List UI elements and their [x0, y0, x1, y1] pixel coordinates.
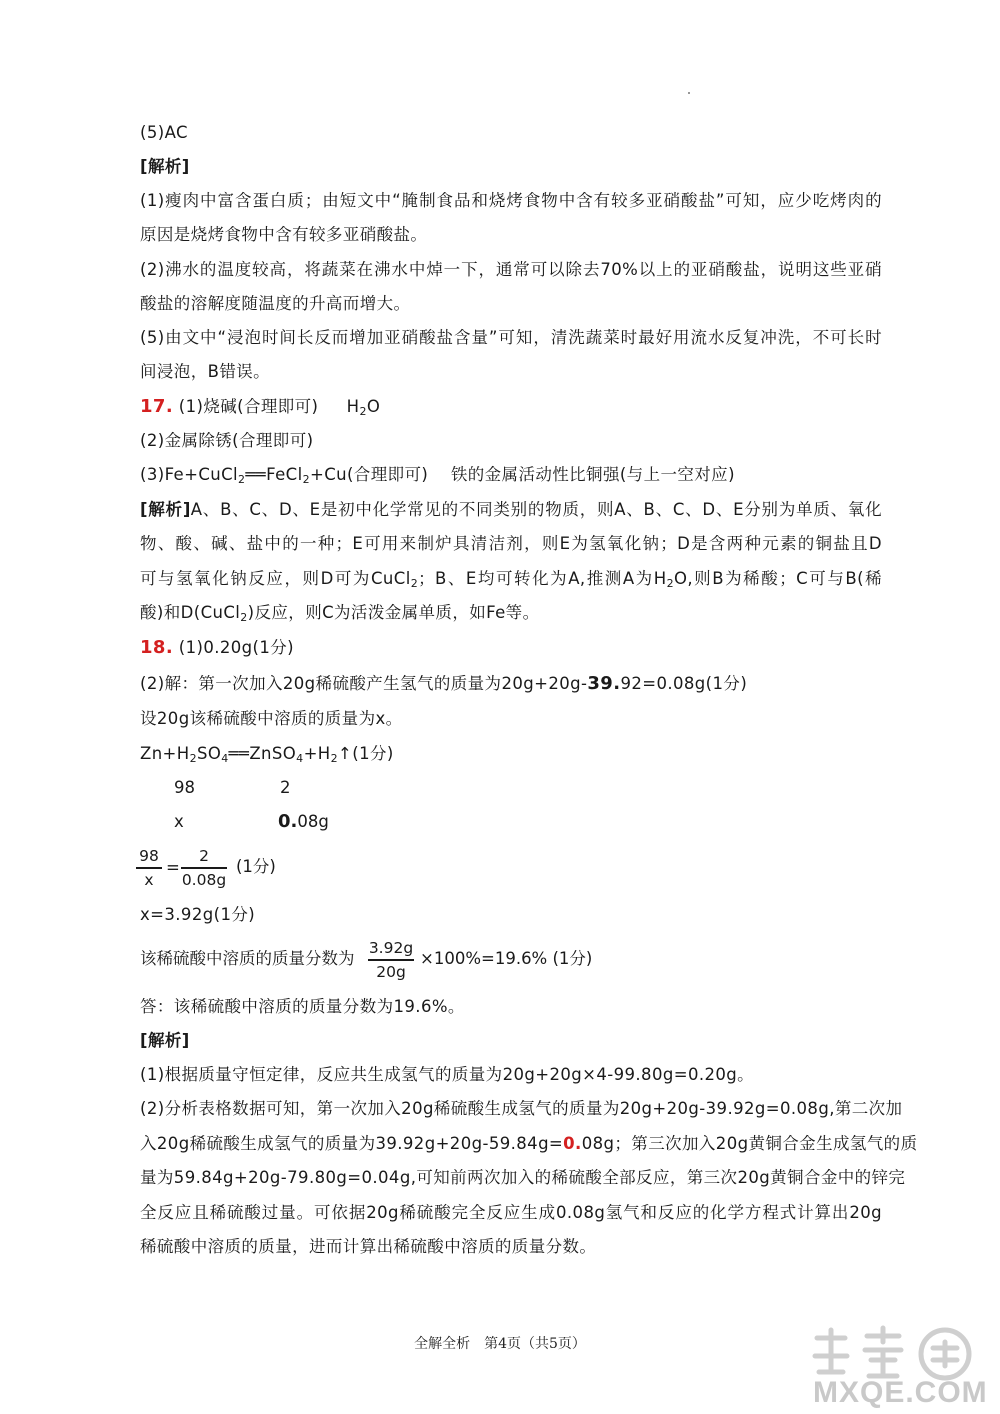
q16-analysis-1b: 原因是烧烤食物中含有较多亚硝酸盐。 [140, 225, 428, 244]
percent-fraction: 3.92g 20g [368, 939, 414, 981]
q18-analysis-4: 量为59.84g+20g-79.80g=0.04g,可知前两次加入的稀硫酸全部反应，第三次20g黄铜合金中的锌完 [140, 1168, 906, 1187]
q18-equation: $Zn+H_2SO_4══ZnSO_4+H_2↑(1$分) [140, 744, 394, 765]
q18-analysis-5: 全反应且稀硫酸过量。可依据20g稀硫酸完全反应生成0.08g氢气和反应的化学方程式计算出20g [140, 1203, 882, 1222]
hydrogen-mass: 0.08g [278, 811, 329, 832]
q18-analysis-6: 稀硫酸中溶质的质量，进而计算出稀硫酸中溶质的质量分数。 [140, 1237, 597, 1256]
molar-mass-h2so4: 98 [174, 778, 195, 797]
q17-answer-1: 17. (1)烧碱(合理即可) $H_2O$ [140, 396, 381, 418]
q16-analysis-3a: (5)由文中“浸泡时间长反而增加亚硝酸盐含量”可知，清洗蔬菜时最好用流水反复冲洗，不可长时 [140, 328, 882, 347]
q18-answer-2: (2)解：第一次加入20g稀硫酸产生氢气的质量为20g+20g-39.92=0.08g(1分) [140, 673, 748, 694]
fraction-left: 98 x [136, 846, 162, 890]
q16-analysis-2a: (2)沸水的温度较高，将蔬菜在沸水中焯一下，通常可以除去70%以上的亚硝酸盐，说明这些亚硝 [140, 260, 882, 279]
q18-analysis-1: (1)根据质量守恒定律，反应共生成氢气的质量为20g+20g×4-99.80g=0.20g。 [140, 1065, 755, 1084]
q18-final-answer: 答：该稀硫酸中溶质的质量分数为19.6%。 [140, 997, 465, 1016]
q17-analysis-3: 可与氢氧化钠反应，则D可为CuCl$_2$；B、E均可转化为A,推测A为$H_2O$,则B为稀酸；C可与B(稀 [140, 569, 883, 590]
q18-answer-1: 18. (1)0.20g(1分) [140, 637, 295, 658]
water-formula: $H_2O$ [346, 397, 381, 418]
q16-analysis-heading: [解析] [140, 157, 190, 176]
page-footer: 全解全析 第4页（共5页） [414, 1336, 586, 1352]
scan-speck [688, 92, 690, 94]
unknown-x: x [174, 812, 184, 831]
q18-number: 18. [140, 637, 174, 658]
fraction-score: (1分) [236, 857, 276, 876]
q16-answer-5: (5)AC [140, 123, 188, 142]
q18-analysis-heading: [解析] [140, 1031, 190, 1050]
q17-analysis-heading: [解析] [140, 500, 191, 519]
q17-answer-2: (2)金属除锈(合理即可) [140, 431, 314, 450]
x-result: x=3.92g(1分) [140, 905, 256, 924]
q18-analysis-3: 入20g稀硫酸生成氢气的质量为39.92g+20g-59.84g=0.08g；第三次加入20g黄铜合金生成氢气的质 [140, 1134, 918, 1153]
q18-analysis-2: (2)分析表格数据可知，第一次加入20g稀硫酸生成氢气的质量为20g+20g-39.92g=0.08g,第二次加 [140, 1099, 903, 1118]
q16-analysis-1a: (1)瘦肉中富含蛋白质；由短文中“腌制食品和烧烤食物中含有较多亚硝酸盐”可知，应少吃烤肉的 [140, 191, 882, 210]
q17-analysis-2: 物、酸、碱、盐中的一种；E可用来制炉具清洁剂，则E为氢氧化钠；D是含两种元素的铜盐且D [140, 534, 882, 553]
fraction-right: 2 0.08g [181, 847, 227, 889]
q17-analysis-4: 酸)和D(CuCl$_2$)反应，则C为活泼金属单质，如Fe等。 [140, 603, 540, 624]
percent-label: 该稀硫酸中溶质的质量分数为 [140, 949, 355, 968]
q18-set-variable: 设20g该稀硫酸中溶质的质量为x。 [140, 709, 403, 728]
q17-analysis-1: [解析]A、B、C、D、E是初中化学常见的不同类别的物质，则A、B、C、D、E分别为单质、氧化 [140, 500, 883, 519]
q17-number: 17. [140, 396, 174, 417]
molar-mass-h2: 2 [280, 778, 291, 797]
fraction-equals: = [166, 858, 180, 877]
watermark-url: MXQE.COM [813, 1376, 988, 1409]
q16-analysis-3b: 间浸泡，B错误。 [140, 362, 271, 381]
percent-result: ×100%=19.6% (1分) [420, 949, 593, 968]
q16-analysis-2b: 酸盐的溶解度随温度的升高而增大。 [140, 294, 411, 313]
q17-answer-3: (3)Fe+CuCl$_2$══FeCl$_2$+Cu(合理即可) 铁的金属活动性比铜强(与上一空对应) [140, 465, 735, 486]
